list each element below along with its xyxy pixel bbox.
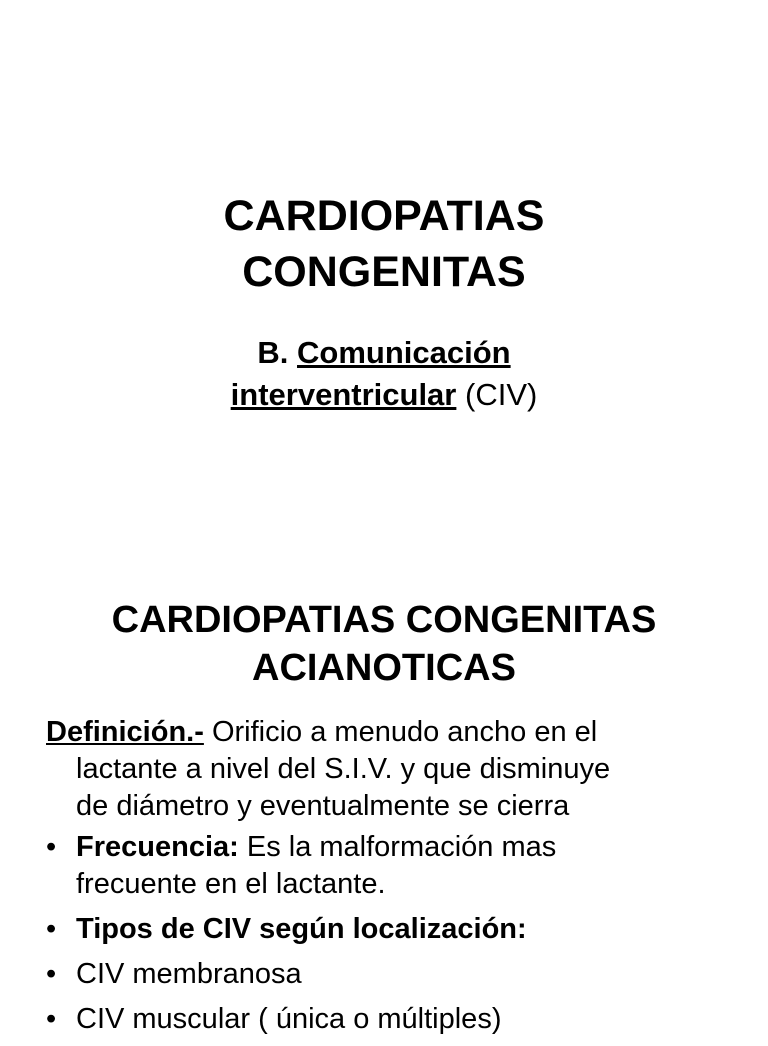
muscular-text: CIV muscular ( única o múltiples) xyxy=(76,1003,502,1035)
definition-line-2: lactante a nivel del S.I.V. y que disminuye xyxy=(76,753,611,785)
bullet-glyph: • xyxy=(46,913,57,945)
title-line-1: CARDIOPATIAS xyxy=(223,192,545,240)
slide-1 xyxy=(0,0,768,512)
subtitle-underlined-1: Comunicación xyxy=(297,335,511,370)
list-item-tipos xyxy=(46,911,746,948)
list-item-frecuencia xyxy=(46,829,746,903)
bullet-list xyxy=(46,829,746,1038)
definition-paragraph xyxy=(46,714,746,825)
list-item-muscular xyxy=(46,1001,746,1038)
frecuencia-text-1: Es la malformación mas xyxy=(238,831,557,863)
slide-1-subtitle xyxy=(0,332,768,416)
bullet-glyph: • xyxy=(46,831,57,863)
slide-2-title xyxy=(0,596,768,692)
slide-1-title xyxy=(0,188,768,300)
bullet-glyph: • xyxy=(46,1003,57,1035)
membranosa-text: CIV membranosa xyxy=(76,958,302,990)
definition-label: Definición.- xyxy=(46,716,204,748)
title-line-2: CONGENITAS xyxy=(242,248,526,296)
subtitle-prefix: B. xyxy=(257,335,289,370)
tipos-label: Tipos de CIV según localización: xyxy=(76,913,527,945)
bullet-glyph: • xyxy=(46,958,57,990)
frecuencia-line-2: frecuente en el lactante. xyxy=(76,868,386,900)
slide-2 xyxy=(0,512,768,1035)
slide-2-content xyxy=(46,714,746,1046)
definition-line-3: de diámetro y eventualmente se cierra xyxy=(76,790,570,822)
definition-line-1 xyxy=(46,714,746,751)
frecuencia-line-1 xyxy=(76,829,746,866)
definition-text-1: Orificio a menudo ancho en el xyxy=(203,716,598,748)
frecuencia-label: Frecuencia: xyxy=(76,831,239,863)
list-item-membranosa xyxy=(46,956,746,993)
slide-2-title-line-2: ACIANOTICAS xyxy=(252,647,516,689)
subtitle-underlined-2: interventricular xyxy=(230,377,457,412)
subtitle-line-1 xyxy=(0,332,768,374)
subtitle-line-2 xyxy=(0,374,768,416)
slide-2-title-line-1: CARDIOPATIAS CONGENITAS xyxy=(111,599,657,641)
subtitle-suffix: (CIV) xyxy=(465,377,538,412)
